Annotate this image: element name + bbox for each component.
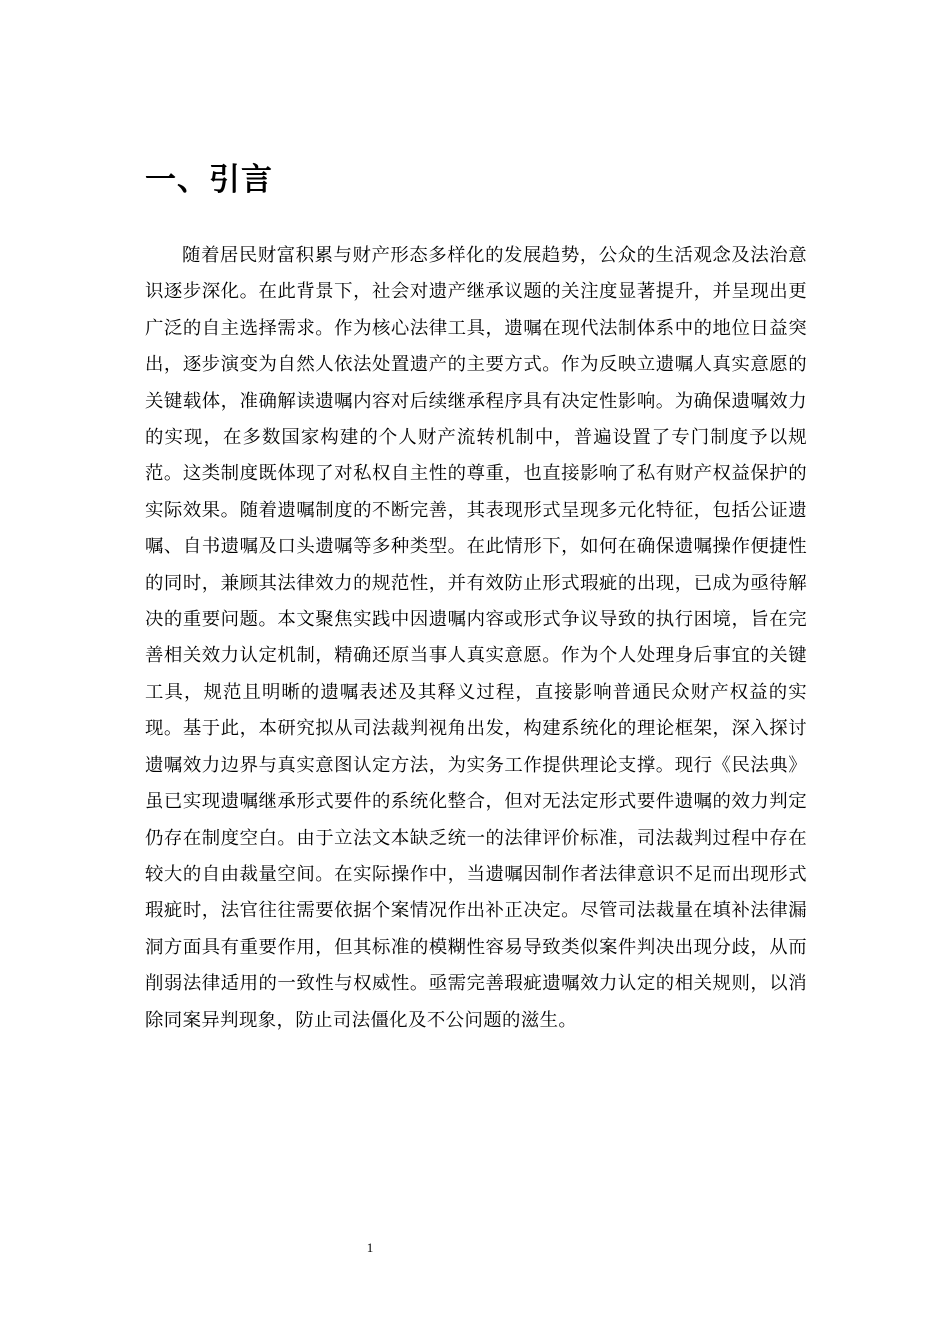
body-paragraph: 随着居民财富积累与财产形态多样化的发展趋势，公众的生活观念及法治意识逐步深化。在此背景下，社会对遗产继承议题的关注度显著提升，并呈现出更广泛的自主选择需求。作为核心法律工具，遗嘱在现代法制体系中的地位日益突出，逐步演变为自然人依法处置遗产的主要方式。作为反映立遗嘱人真实意愿的关键载体，准确解读遗嘱内容对后续继承程序具有决定性影响。为确保遗嘱效力的实现，在多数国家构建的个人财产流转机制中，普遍设置了专门制度予以规范。这类制度既体现了对私权自主性的尊重，也直接影响了私有财产权益保护的实际效果。随着遗嘱制度的不断完善，其表现形式呈现多元化特征，包括公证遗嘱、自书遗嘱及口头遗嘱等多种类型。在此情形下，如何在确保遗嘱操作便捷性的同时，兼顾其法律效力的规范性，并有效防止形式瑕疵的出现，已成为亟待解决的重要问题。本文聚焦实践中因遗嘱内容或形式争议导致的执行困境，旨在完善相关效力认定机制，精确还原当事人真实意愿。作为个人处理身后事宜的关键工具，规范且明晰的遗嘱表述及其释义过程，直接影响普通民众财产权益的实现。基于此，本研究拟从司法裁判视角出发，构建系统化的理论框架，深入探讨遗嘱效力边界与真实意图认定方法，为实务工作提供理论支撑。现行《民法典》虽已实现遗嘱继承形式要件的系统化整合，但对无法定形式要件遗嘱的效力判定仍存在制度空白。由于立法文本缺乏统一的法律评价标准，司法裁判过程中存在较大的自由裁量空间。在实际操作中，当遗嘱因制作者法律意识不足而出现形式瑕疵时，法官往往需要依据个案情况作出补正决定。尽管司法裁量在填补法律漏洞方面具有重要作用，但其标准的模糊性容易导致类似案件判决出现分歧，从而削弱法律适用的一致性与权威性。亟需完善瑕疵遗嘱效力认定的相关规则，以消除同案异判现象，防止司法僵化及不公问题的滋生。	[145, 245, 807, 1031]
section-heading: 一、引言	[145, 162, 273, 198]
page-number: 1	[366, 1240, 374, 1255]
